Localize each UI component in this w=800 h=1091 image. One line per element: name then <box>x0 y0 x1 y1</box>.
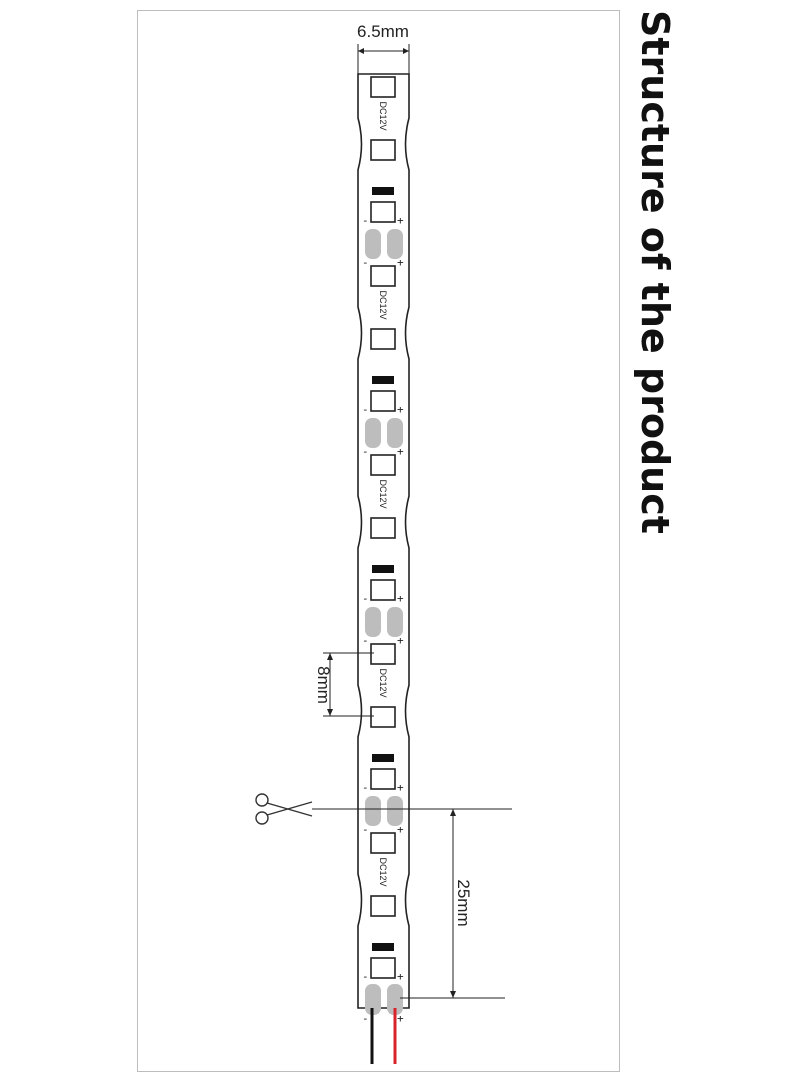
led-chip <box>371 77 395 97</box>
polarity-positive: + <box>397 214 404 227</box>
voltage-label: DC12V <box>378 479 388 509</box>
polarity-positive: + <box>397 634 404 647</box>
polarity-negative: - <box>362 214 369 227</box>
solder-pad-positive <box>387 796 403 826</box>
strip-segment <box>362 455 404 647</box>
solder-pad-negative <box>365 607 381 637</box>
strip-segment <box>362 644 404 836</box>
polarity-negative: - <box>362 1012 369 1025</box>
polarity-negative: - <box>362 781 369 794</box>
end-solder-pad-positive <box>387 984 403 1010</box>
polarity-negative: - <box>362 445 369 458</box>
voltage-label: DC12V <box>378 290 388 320</box>
voltage-label: DC12V <box>378 857 388 887</box>
resistor <box>372 754 394 762</box>
led-chip <box>371 329 395 349</box>
cut-length-dimension <box>312 809 512 998</box>
polarity-negative: - <box>362 634 369 647</box>
resistor <box>372 565 394 573</box>
pitch-dimension <box>314 653 374 716</box>
strip-segment <box>362 266 404 458</box>
solder-pad-positive <box>387 229 403 259</box>
polarity-positive: + <box>397 592 404 605</box>
cut-length-label: 25mm <box>454 879 473 927</box>
width-dimension <box>357 22 409 74</box>
polarity-negative: - <box>362 256 369 269</box>
polarity-negative: - <box>362 403 369 416</box>
led-chip <box>371 833 395 853</box>
led-chip <box>371 202 395 222</box>
resistor <box>372 943 394 951</box>
pitch-label: 8mm <box>314 666 333 704</box>
resistor <box>372 187 394 195</box>
solder-pad-negative <box>365 796 381 826</box>
polarity-positive: + <box>397 823 404 836</box>
polarity-positive: + <box>397 970 404 983</box>
polarity-negative: - <box>362 823 369 836</box>
solder-pad-positive <box>387 418 403 448</box>
led-chip <box>371 266 395 286</box>
polarity-positive: + <box>397 445 404 458</box>
led-chip <box>371 140 395 160</box>
width-label: 6.5mm <box>357 22 409 41</box>
polarity-positive: + <box>397 781 404 794</box>
led-chip <box>371 391 395 411</box>
scissors-icon <box>256 794 312 824</box>
strip-components <box>362 77 404 1025</box>
diagram-title: Structure of the product <box>633 10 677 534</box>
polarity-positive: + <box>397 1012 404 1025</box>
led-chip <box>371 707 395 727</box>
led-chip <box>371 455 395 475</box>
polarity-positive: + <box>397 403 404 416</box>
led-chip <box>371 644 395 664</box>
led-chip <box>371 958 395 978</box>
polarity-positive: + <box>397 256 404 269</box>
polarity-negative: - <box>362 970 369 983</box>
led-chip <box>371 518 395 538</box>
resistor <box>372 376 394 384</box>
strip-segment <box>362 77 404 269</box>
led-chip <box>371 769 395 789</box>
end-solder-pad-negative <box>365 984 381 1010</box>
polarity-negative: - <box>362 592 369 605</box>
led-chip <box>371 580 395 600</box>
voltage-label: DC12V <box>378 668 388 698</box>
solder-pad-negative <box>365 229 381 259</box>
led-chip <box>371 896 395 916</box>
solder-pad-positive <box>387 607 403 637</box>
voltage-label: DC12V <box>378 101 388 131</box>
solder-pad-negative <box>365 418 381 448</box>
